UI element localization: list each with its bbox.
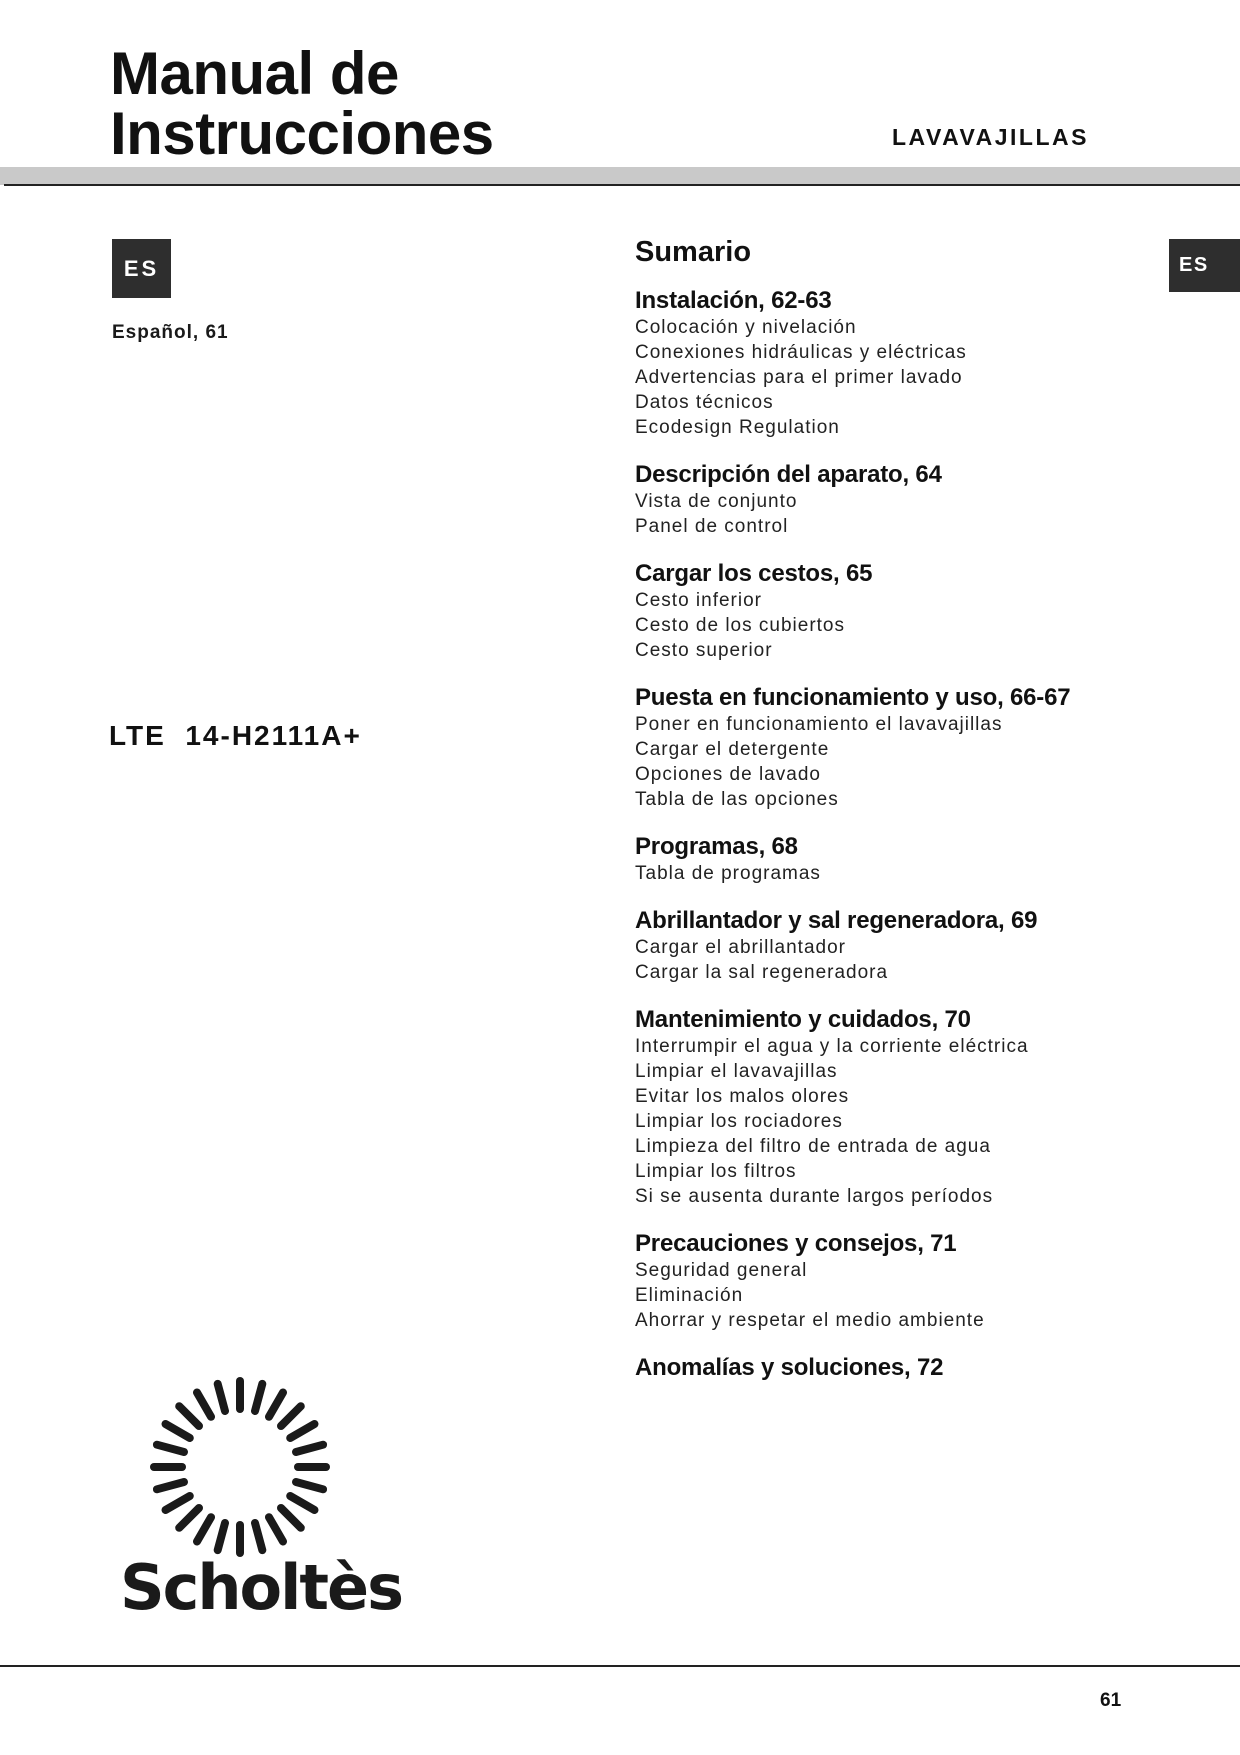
sun-ray xyxy=(157,1445,184,1452)
sun-ray xyxy=(166,1496,190,1510)
toc-item: Conexiones hidráulicas y eléctricas xyxy=(635,342,967,363)
sun-ray xyxy=(179,1508,199,1528)
toc-item: Vista de conjunto xyxy=(635,491,798,512)
page-number: 61 xyxy=(1100,1690,1122,1711)
toc-item: Ecodesign Regulation xyxy=(635,417,840,438)
sun-ray xyxy=(269,1517,283,1541)
toc-section xyxy=(635,560,1155,663)
toc-section-heading: Programas, 68 xyxy=(635,833,798,860)
sun-ray xyxy=(179,1406,199,1426)
manual-title-line2: Instrucciones xyxy=(110,100,494,167)
sun-logo-icon xyxy=(148,1375,332,1559)
sun-ray xyxy=(290,1424,314,1438)
toc-item: Datos técnicos xyxy=(635,392,774,413)
toc-item: Colocación y nivelación xyxy=(635,317,857,338)
brand-wordmark: Scholtès xyxy=(120,1551,402,1624)
toc-item: Panel de control xyxy=(635,516,789,537)
sun-ray xyxy=(269,1393,283,1417)
toc-section xyxy=(635,1354,1155,1382)
toc-item: Poner en funcionamiento el lavavajillas xyxy=(635,714,1003,735)
toc-item: Eliminación xyxy=(635,1285,744,1306)
toc-section-heading: Cargar los cestos, 65 xyxy=(635,560,873,587)
sun-ray xyxy=(296,1482,323,1489)
sun-ray xyxy=(197,1517,211,1541)
toc-item: Interrumpir el agua y la corriente eléctrica xyxy=(635,1036,1029,1057)
toc-section-heading: Abrillantador y sal regeneradora, 69 xyxy=(635,907,1038,934)
toc-section xyxy=(635,287,1155,440)
toc-sections xyxy=(635,287,1155,1382)
toc-section xyxy=(635,461,1155,539)
sun-ray xyxy=(157,1482,184,1489)
sun-ray xyxy=(197,1393,211,1417)
toc-section-heading: Mantenimiento y cuidados, 70 xyxy=(635,1006,971,1033)
toc-section-heading: Precauciones y consejos, 71 xyxy=(635,1230,957,1257)
model-number: LTE 14-H2111A+ xyxy=(109,720,362,751)
sun-ray xyxy=(296,1445,323,1452)
sun-ray xyxy=(281,1406,301,1426)
toc-item: Cesto superior xyxy=(635,640,773,661)
toc-item: Cargar el detergente xyxy=(635,739,830,760)
toc-item: Seguridad general xyxy=(635,1260,808,1281)
sun-ray xyxy=(255,1384,262,1411)
sun-ray xyxy=(166,1424,190,1438)
toc-section xyxy=(635,1006,1155,1209)
toc-section xyxy=(635,907,1155,985)
toc-item: Cesto de los cubiertos xyxy=(635,615,845,636)
toc-item: Limpiar los rociadores xyxy=(635,1111,843,1132)
manual-title xyxy=(110,40,494,167)
toc-item: Ahorrar y respetar el medio ambiente xyxy=(635,1310,985,1331)
header-divider xyxy=(4,184,1240,186)
brand-logo xyxy=(120,1375,402,1625)
toc-item: Tabla de programas xyxy=(635,863,821,884)
language-tab: ES xyxy=(1169,239,1240,292)
toc-section-heading: Puesta en funcionamiento y uso, 66-67 xyxy=(635,684,1071,711)
toc-section xyxy=(635,1230,1155,1333)
sun-ray xyxy=(290,1496,314,1510)
toc-title: Sumario xyxy=(635,236,752,268)
sun-ray xyxy=(218,1384,225,1411)
toc-section xyxy=(635,833,1155,886)
toc-item: Si se ausenta durante largos períodos xyxy=(635,1186,994,1207)
toc-section xyxy=(635,684,1155,812)
header-band xyxy=(0,167,1240,185)
language-label: Español, 61 xyxy=(112,322,229,343)
toc-item: Cargar el abrillantador xyxy=(635,937,846,958)
sun-ray xyxy=(281,1508,301,1528)
toc-item: Advertencias para el primer lavado xyxy=(635,367,963,388)
toc-section-heading: Instalación, 62-63 xyxy=(635,287,832,314)
sun-ray xyxy=(255,1523,262,1550)
toc-item: Evitar los malos olores xyxy=(635,1086,850,1107)
toc-item: Limpieza del filtro de entrada de agua xyxy=(635,1136,991,1157)
sun-ray xyxy=(218,1523,225,1550)
product-type: LAVAVAJILLAS xyxy=(892,124,1089,150)
toc-item: Limpiar los filtros xyxy=(635,1161,797,1182)
toc-item: Cargar la sal regeneradora xyxy=(635,962,889,983)
table-of-contents xyxy=(635,234,1155,1403)
toc-section-heading: Anomalías y soluciones, 72 xyxy=(635,1354,944,1381)
manual-title-line1: Manual de xyxy=(110,40,399,107)
toc-section-heading: Descripción del aparato, 64 xyxy=(635,461,942,488)
toc-item: Cesto inferior xyxy=(635,590,762,611)
toc-item: Limpiar el lavavajillas xyxy=(635,1061,838,1082)
toc-item: Tabla de las opciones xyxy=(635,789,839,810)
toc-item: Opciones de lavado xyxy=(635,764,821,785)
footer-divider xyxy=(0,1665,1240,1667)
language-badge: ES xyxy=(112,239,171,298)
